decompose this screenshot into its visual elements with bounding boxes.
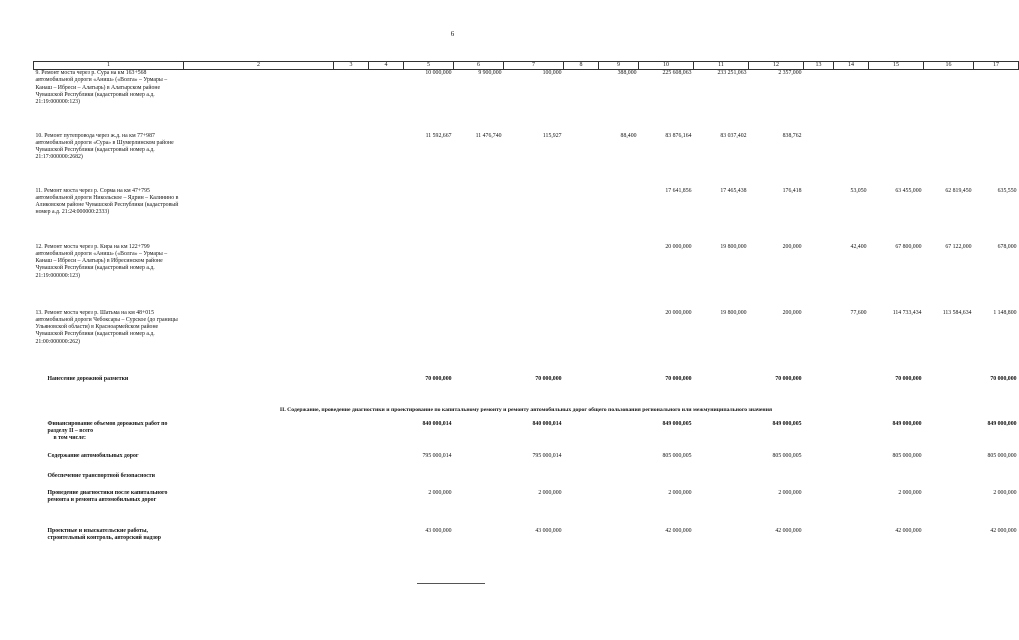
cell-col9 <box>599 188 639 244</box>
cell-col5: 795 000,014 <box>422 452 452 459</box>
cell-col11: 83 037,402 <box>720 132 747 139</box>
col-header-6: 6 <box>454 62 504 70</box>
cell-col17 <box>974 70 1019 133</box>
cell-col15 <box>869 133 924 188</box>
col-header-3: 3 <box>334 62 369 70</box>
cell-col17: 2 000,000 <box>993 489 1017 496</box>
cell-col10: 225 608,063 <box>662 70 692 76</box>
maintenance-label: Содержание автомобильных дорог <box>47 452 139 459</box>
cell-col6: 9 900,000 <box>478 70 502 76</box>
col-header-7: 7 <box>504 62 564 70</box>
financing-row <box>34 421 1019 453</box>
cell-col16 <box>924 133 974 188</box>
cell-col17: 678,000 <box>997 243 1017 250</box>
table-row <box>34 70 1019 133</box>
cell-col6: 11 476,740 <box>475 132 502 139</box>
table-row <box>34 310 1019 376</box>
cell-col7: 2 000,000 <box>538 489 562 496</box>
financing-sub-label: в том числе: <box>53 435 86 442</box>
cell-col7 <box>504 310 564 376</box>
cell-col14 <box>834 133 869 188</box>
cell-col10: 20 000,000 <box>665 309 692 316</box>
footer-divider <box>417 583 485 584</box>
budget-table <box>33 61 1019 556</box>
cell-col12: 200,000 <box>782 309 802 316</box>
cell-col6 <box>454 188 504 244</box>
cell-col7 <box>504 244 564 310</box>
cell-col10: 20 000,000 <box>665 243 692 250</box>
header-row <box>34 62 1019 70</box>
cell-col15: 805 000,000 <box>892 452 922 459</box>
col-header-11: 11 <box>694 62 749 70</box>
diagnostics-label: Проведение диагностики после капитального ремонта и ремонта автомобильных дорог <box>47 489 168 503</box>
cell-col14 <box>834 70 869 133</box>
cell-col17: 1 148,800 <box>993 309 1017 316</box>
maintenance-row <box>34 453 1019 473</box>
cell-col12: 70 000,000 <box>775 375 802 382</box>
cell-col5: 840 000,014 <box>422 420 452 427</box>
cell-col17: 849 000,000 <box>987 420 1017 427</box>
cell-col10: 70 000,000 <box>665 375 692 382</box>
col-header-10: 10 <box>639 62 694 70</box>
cell-col5: 2 000,000 <box>428 489 452 496</box>
row-description: 9. Ремонт моста через р. Сура на км 163+568 автомобильной дороги «Аниш» («Волга» – Урмары – Канаш – Ибреси – Алатырь) в Алатырском районе Чувашской Республики (кадастровый номер а.д. 21:19:000000:123) <box>35 70 168 106</box>
col-header-12: 12 <box>749 62 804 70</box>
cell-col11: 19 800,000 <box>720 309 747 316</box>
cell-col6 <box>454 244 504 310</box>
cell-col10: 805 000,005 <box>662 452 692 459</box>
cell-col15: 849 000,000 <box>892 420 922 427</box>
cell-col17: 42 000,000 <box>990 527 1017 534</box>
page-number: 6 <box>450 30 455 38</box>
design-label: Проектные и изыскательские работы, строительный контроль, авторский надзор <box>47 527 162 541</box>
cell-col12: 176,418 <box>782 187 802 194</box>
cell-col9: 88,400 <box>620 132 637 139</box>
cell-col9 <box>599 244 639 310</box>
cell-col5: 70 000,000 <box>425 375 452 382</box>
col-header-5: 5 <box>404 62 454 70</box>
cell-col12: 805 000,005 <box>772 452 802 459</box>
cell-col14: 77,600 <box>850 309 867 316</box>
cell-col15: 2 000,000 <box>898 489 922 496</box>
table-row <box>34 133 1019 188</box>
cell-col17: 70 000,000 <box>990 375 1017 382</box>
cell-col10: 17 641,856 <box>665 187 692 194</box>
marking-label: Нанесение дорожной разметки <box>47 375 129 382</box>
col-header-1: 1 <box>34 62 184 70</box>
cell-col7: 43 000,000 <box>535 527 562 534</box>
cell-col16: 62 819,450 <box>945 187 972 194</box>
safety-row <box>34 473 1019 490</box>
row-description: 13. Ремонт моста через р. Шатьма на км 48+015 автомобильной дороги Чебоксары – Сурское (до границы Ульяновской области) в Красноармейском районе Чувашской Республики (кадастровый номер а.д. 21:00:000000:262) <box>35 309 178 345</box>
col-header-13: 13 <box>804 62 834 70</box>
cell-col7: 795 000,014 <box>532 452 562 459</box>
cell-col15: 63 455,000 <box>895 187 922 194</box>
cell-col5: 43 000,000 <box>425 527 452 534</box>
cell-col7: 115,927 <box>542 132 562 139</box>
cell-col7: 100,000 <box>542 70 562 76</box>
cell-col11: 233 251,063 <box>717 70 747 76</box>
cell-col12: 2 357,000 <box>778 70 802 76</box>
cell-col6 <box>454 310 504 376</box>
cell-col15 <box>869 70 924 133</box>
cell-col10: 849 000,005 <box>662 420 692 427</box>
safety-label: Обеспечение транспортной безопасности <box>47 472 155 479</box>
cell-col5: 10 000,000 <box>425 70 452 76</box>
cell-col9 <box>599 310 639 376</box>
marking-row <box>34 376 1019 401</box>
cell-col15: 114 733,434 <box>892 309 922 316</box>
cell-col17: 805 000,000 <box>987 452 1017 459</box>
col-header-2: 2 <box>184 62 334 70</box>
cell-col12: 2 000,000 <box>778 489 802 496</box>
cell-col7: 70 000,000 <box>535 375 562 382</box>
row-description: 10. Ремонт путепровода через ж.д. на км 77+987 автомобильной дороги «Сура» в Шумерлинском районе Чувашской Республики (кадастровый номер а.д. 21:17:000000:2682) <box>35 132 174 161</box>
cell-col7: 840 000,014 <box>532 420 562 427</box>
col-header-17: 17 <box>974 62 1019 70</box>
cell-col12: 42 000,000 <box>775 527 802 534</box>
row-description: 11. Ремонт моста через р. Сорма на км 47+795 автомобильной дороги Никольское – Ядрин – Калинино в Аликовском районе Чувашской Республики (кадастровый номер а.д. 21:24:000000:2333) <box>35 187 179 216</box>
col-header-4: 4 <box>369 62 404 70</box>
table-row <box>34 188 1019 244</box>
diagnostics-row <box>34 490 1019 528</box>
col-header-16: 16 <box>924 62 974 70</box>
cell-col17 <box>974 133 1019 188</box>
cell-col10: 42 000,000 <box>665 527 692 534</box>
cell-col16: 67 122,000 <box>945 243 972 250</box>
cell-col10: 83 876,164 <box>665 132 692 139</box>
cell-col11: 19 800,000 <box>720 243 747 250</box>
cell-col12: 200,000 <box>782 243 802 250</box>
cell-col15: 42 000,000 <box>895 527 922 534</box>
financing-label: Финансирование объемов дорожных работ по разделу II – всего в том числе: <box>34 421 334 453</box>
cell-col5 <box>404 244 454 310</box>
col-header-14: 14 <box>834 62 869 70</box>
cell-col15: 70 000,000 <box>895 375 922 382</box>
cell-col12: 849 000,005 <box>772 420 802 427</box>
cell-col14: 53,050 <box>850 187 867 194</box>
section-title: II. Содержание, проведение диагностики и проектирование по капитальному ремонту и ремонту автомобильных дорог общего пользования регионального или межмуниципального значения <box>279 406 773 413</box>
cell-col5 <box>404 310 454 376</box>
cell-col14: 42,400 <box>850 243 867 250</box>
section-title-row <box>34 401 1019 421</box>
col-header-8: 8 <box>564 62 599 70</box>
col-header-9: 9 <box>599 62 639 70</box>
cell-col5 <box>404 188 454 244</box>
cell-col15: 67 800,000 <box>895 243 922 250</box>
cell-col7 <box>504 188 564 244</box>
cell-col11: 17 465,438 <box>720 187 747 194</box>
row-description: 12. Ремонт моста через р. Кира на км 122+799 автомобильной дороги «Аниш» («Волга» – Урмары – Канаш – Ибреси – Алатырь) в Ибресинском районе Чувашской Республики (кадастровый номер а.д. 21:19:000000:123) <box>35 243 168 279</box>
table-row <box>34 244 1019 310</box>
cell-col12: 838,762 <box>782 132 802 139</box>
col-header-15: 15 <box>869 62 924 70</box>
design-row <box>34 528 1019 556</box>
cell-col5: 11 592,667 <box>425 132 452 139</box>
cell-col10: 2 000,000 <box>668 489 692 496</box>
cell-col16: 113 584,634 <box>942 309 972 316</box>
cell-col16 <box>924 70 974 133</box>
cell-col9: 388,000 <box>617 70 637 76</box>
cell-col17: 635,550 <box>997 187 1017 194</box>
